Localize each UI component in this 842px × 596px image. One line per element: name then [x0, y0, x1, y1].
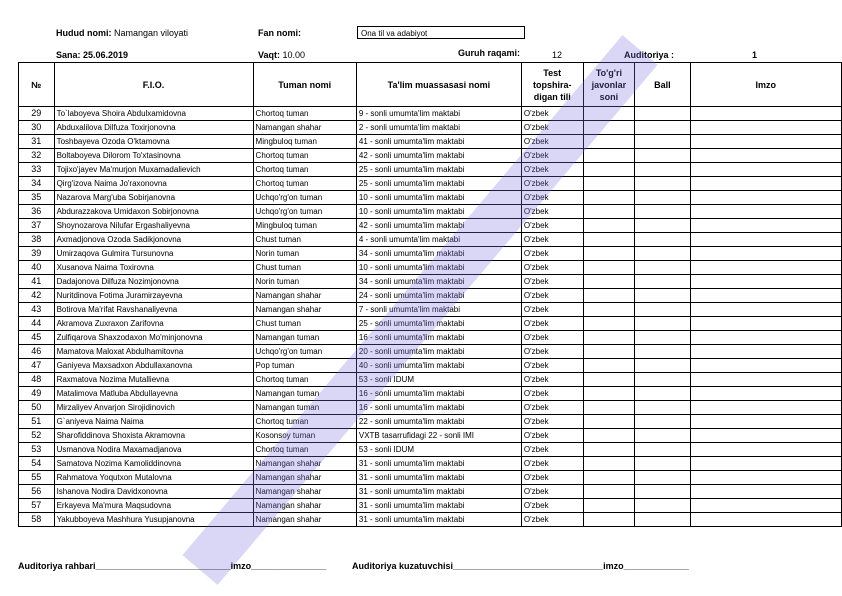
cell-score — [635, 149, 690, 163]
cell-school: 53 - sonli IDUM — [356, 443, 521, 457]
table-row — [19, 485, 842, 499]
cell-school: 2 - sonli umumta'lim maktabi — [356, 121, 521, 135]
cell-signature — [690, 415, 841, 429]
cell-language: O'zbek — [521, 219, 583, 233]
cell-num: 39 — [19, 247, 55, 261]
cell-district: Uchqo'rg'on tuman — [253, 191, 356, 205]
cell-language: O'zbek — [521, 107, 583, 121]
subject-value-box: Ona til va adabiyot — [357, 26, 525, 39]
cell-num: 56 — [19, 485, 55, 499]
cell-num: 30 — [19, 121, 55, 135]
cell-num: 50 — [19, 401, 55, 415]
col-num: № — [19, 63, 55, 107]
cell-school: 7 - sonli umumta'lim maktabi — [356, 303, 521, 317]
cell-score — [635, 261, 690, 275]
cell-answered — [583, 219, 635, 233]
cell-fio: Rahmatova Yoqutxon Mutalovna — [54, 471, 253, 485]
cell-fio: Sharofiddinova Shoxista Akramovna — [54, 429, 253, 443]
cell-answered — [583, 471, 635, 485]
cell-num: 46 — [19, 345, 55, 359]
table-row — [19, 261, 842, 275]
cell-district: Norin tuman — [253, 275, 356, 289]
table-row — [19, 331, 842, 345]
cell-score — [635, 331, 690, 345]
cell-fio: Umirzaqova Gulmira Tursunovna — [54, 247, 253, 261]
cell-fio: Qirg'izova Naima Jo'raxonovna — [54, 177, 253, 191]
auditorium-head-signature: Auditoriya rahbari___________________________imzo_______________ — [18, 561, 327, 571]
cell-language: O'zbek — [521, 387, 583, 401]
cell-school: 53 - sonli IDUM — [356, 373, 521, 387]
cell-answered — [583, 485, 635, 499]
cell-signature — [690, 457, 841, 471]
cell-num: 52 — [19, 429, 55, 443]
cell-score — [635, 121, 690, 135]
cell-score — [635, 317, 690, 331]
cell-score — [635, 429, 690, 443]
region-label: Hudud nomi: — [56, 28, 112, 38]
cell-district: Chortoq tuman — [253, 163, 356, 177]
cell-school: 34 - sonli umumta'lim maktabi — [356, 247, 521, 261]
cell-fio: Ganiyeva Maxsadxon Abdullaxanovna — [54, 359, 253, 373]
cell-fio: Mirzaliyev Anvarjon Sirojidinovich — [54, 401, 253, 415]
table-row — [19, 107, 842, 121]
cell-fio: Mamatova Maloxat Abdulhamitovna — [54, 345, 253, 359]
cell-school: 42 - sonli umumta'lim maktabi — [356, 219, 521, 233]
cell-signature — [690, 163, 841, 177]
cell-fio: Shoynozarova Nilufar Ergashaliyevna — [54, 219, 253, 233]
cell-language: O'zbek — [521, 289, 583, 303]
cell-signature — [690, 275, 841, 289]
col-language: Test topshira-digan tili — [521, 63, 583, 107]
cell-signature — [690, 107, 841, 121]
cell-answered — [583, 191, 635, 205]
cell-answered — [583, 443, 635, 457]
cell-num: 49 — [19, 387, 55, 401]
cell-num: 35 — [19, 191, 55, 205]
participants-table — [18, 62, 842, 527]
table-row — [19, 359, 842, 373]
cell-fio: Botirova Ma'rifat Ravshanaliyevna — [54, 303, 253, 317]
cell-language: O'zbek — [521, 513, 583, 527]
table-row — [19, 429, 842, 443]
table-row — [19, 121, 842, 135]
cell-district: Chortoq tuman — [253, 443, 356, 457]
cell-score — [635, 443, 690, 457]
cell-score — [635, 219, 690, 233]
cell-school: 31 - sonli umumta'lim maktabi — [356, 471, 521, 485]
cell-answered — [583, 275, 635, 289]
cell-language: O'zbek — [521, 499, 583, 513]
cell-school: 40 - sonli umumta'lim maktabi — [356, 359, 521, 373]
cell-fio: Axmadjonova Ozoda Sadikjonovna — [54, 233, 253, 247]
cell-signature — [690, 289, 841, 303]
cell-score — [635, 233, 690, 247]
cell-score — [635, 135, 690, 149]
table-row — [19, 205, 842, 219]
time-field — [258, 50, 305, 60]
cell-school: 22 - sonli umumta'lim maktabi — [356, 415, 521, 429]
cell-district: Mingbuloq tuman — [253, 219, 356, 233]
cell-language: O'zbek — [521, 317, 583, 331]
region-value: Namangan viloyati — [114, 28, 189, 38]
cell-score — [635, 471, 690, 485]
cell-school: 42 - sonli umumta'lim maktabi — [356, 149, 521, 163]
cell-score — [635, 359, 690, 373]
cell-fio: Toshbayeva Ozoda O'ktamovna — [54, 135, 253, 149]
cell-answered — [583, 261, 635, 275]
table-row — [19, 163, 842, 177]
cell-school: 10 - sonli umumta'lim maktabi — [356, 205, 521, 219]
cell-language: O'zbek — [521, 149, 583, 163]
cell-language: O'zbek — [521, 233, 583, 247]
col-fio: F.I.O. — [54, 63, 253, 107]
cell-district: Chortoq tuman — [253, 373, 356, 387]
cell-answered — [583, 387, 635, 401]
cell-fio: G`aniyeva Naima Naima — [54, 415, 253, 429]
cell-district: Chortoq tuman — [253, 177, 356, 191]
cell-signature — [690, 443, 841, 457]
cell-score — [635, 303, 690, 317]
cell-score — [635, 163, 690, 177]
room-label: Auditoriya : — [624, 50, 675, 60]
cell-answered — [583, 135, 635, 149]
cell-fio: Nuritdinova Fotima Juramirzayevna — [54, 289, 253, 303]
table-header-row — [19, 63, 842, 107]
cell-language: O'zbek — [521, 359, 583, 373]
cell-answered — [583, 289, 635, 303]
cell-language: O'zbek — [521, 331, 583, 345]
table-row — [19, 415, 842, 429]
cell-num: 37 — [19, 219, 55, 233]
cell-signature — [690, 121, 841, 135]
cell-answered — [583, 303, 635, 317]
cell-num: 43 — [19, 303, 55, 317]
table-row — [19, 177, 842, 191]
cell-language: O'zbek — [521, 177, 583, 191]
table-row — [19, 289, 842, 303]
cell-language: O'zbek — [521, 373, 583, 387]
cell-district: Chust tuman — [253, 233, 356, 247]
cell-district: Namangan tuman — [253, 387, 356, 401]
cell-score — [635, 513, 690, 527]
cell-signature — [690, 513, 841, 527]
table-row — [19, 457, 842, 471]
cell-school: 25 - sonli umumta'lim maktabi — [356, 177, 521, 191]
cell-signature — [690, 233, 841, 247]
cell-num: 34 — [19, 177, 55, 191]
cell-district: Namangan shahar — [253, 499, 356, 513]
cell-language: O'zbek — [521, 205, 583, 219]
table-row — [19, 443, 842, 457]
cell-signature — [690, 191, 841, 205]
cell-district: Chortoq tuman — [253, 149, 356, 163]
col-school: Ta'lim muassasasi nomi — [356, 63, 521, 107]
cell-fio: Abdurazzakova Umidaxon Sobirjonovna — [54, 205, 253, 219]
cell-school: 16 - sonli umumta'lim maktabi — [356, 331, 521, 345]
date-label: Sana: 25.06.2019 — [56, 50, 129, 60]
col-answered: To'g'ri javonlar soni — [583, 63, 635, 107]
cell-signature — [690, 149, 841, 163]
cell-district: Pop tuman — [253, 359, 356, 373]
cell-answered — [583, 163, 635, 177]
cell-score — [635, 345, 690, 359]
cell-language: O'zbek — [521, 471, 583, 485]
table-row — [19, 471, 842, 485]
cell-district: Uchqo'rg'on tuman — [253, 345, 356, 359]
cell-score — [635, 289, 690, 303]
cell-answered — [583, 457, 635, 471]
cell-fio: Ishanova Nodira Davidxonovna — [54, 485, 253, 499]
cell-language: O'zbek — [521, 401, 583, 415]
cell-num: 29 — [19, 107, 55, 121]
cell-fio: To`laboyeva Shoira Abdulxamidovna — [54, 107, 253, 121]
cell-district: Namangan tuman — [253, 331, 356, 345]
cell-num: 48 — [19, 373, 55, 387]
cell-score — [635, 247, 690, 261]
cell-signature — [690, 177, 841, 191]
cell-score — [635, 191, 690, 205]
subject-label: Fan nomi: — [258, 28, 301, 38]
group-value: 12 — [552, 50, 563, 60]
cell-language: O'zbek — [521, 121, 583, 135]
table-row — [19, 387, 842, 401]
cell-fio: Nazarova Marg'uba Sobirjanovna — [54, 191, 253, 205]
cell-answered — [583, 177, 635, 191]
cell-score — [635, 401, 690, 415]
cell-district: Norin tuman — [253, 247, 356, 261]
cell-district: Namangan shahar — [253, 471, 356, 485]
cell-fio: Zulfiqarova Shaxzodaxon Mo'minjonovna — [54, 331, 253, 345]
cell-signature — [690, 499, 841, 513]
room-value: 1 — [752, 50, 758, 60]
cell-district: Kosonsoy tuman — [253, 429, 356, 443]
cell-signature — [690, 247, 841, 261]
cell-answered — [583, 233, 635, 247]
table-row — [19, 499, 842, 513]
cell-num: 55 — [19, 471, 55, 485]
auditorium-observer-signature: Auditoriya kuzatuvchisi______________________________imzo_____________ — [352, 561, 689, 571]
cell-answered — [583, 121, 635, 135]
cell-school: 31 - sonli umumta'lim maktabi — [356, 485, 521, 499]
cell-school: 31 - sonli umumta'lim maktabi — [356, 457, 521, 471]
cell-score — [635, 275, 690, 289]
cell-num: 51 — [19, 415, 55, 429]
col-score: Ball — [635, 63, 690, 107]
cell-fio: Boltaboyeva Dilorom To'xtasinovna — [54, 149, 253, 163]
cell-score — [635, 177, 690, 191]
cell-district: Namangan shahar — [253, 457, 356, 471]
time-value: 10.00 — [282, 50, 306, 60]
cell-school: 25 - sonli umumta'lim maktabi — [356, 317, 521, 331]
cell-signature — [690, 303, 841, 317]
cell-signature — [690, 471, 841, 485]
cell-language: O'zbek — [521, 303, 583, 317]
cell-district: Namangan shahar — [253, 121, 356, 135]
col-signature: Imzo — [690, 63, 841, 107]
cell-school: 41 - sonli umumta'lim maktabi — [356, 135, 521, 149]
cell-score — [635, 499, 690, 513]
cell-school: 10 - sonli umumta'lim maktabi — [356, 191, 521, 205]
cell-score — [635, 205, 690, 219]
cell-language: O'zbek — [521, 275, 583, 289]
cell-school: 24 - sonli umumta'lim maktabi — [356, 289, 521, 303]
cell-signature — [690, 205, 841, 219]
cell-language: O'zbek — [521, 443, 583, 457]
cell-fio: Matalimova Matluba Abdullayevna — [54, 387, 253, 401]
cell-district: Namangan shahar — [253, 513, 356, 527]
cell-school: 16 - sonli umumta'lim maktabi — [356, 387, 521, 401]
cell-signature — [690, 219, 841, 233]
cell-district: Mingbuloq tuman — [253, 135, 356, 149]
cell-language: O'zbek — [521, 163, 583, 177]
cell-school: 31 - sonli umumta'lim maktabi — [356, 499, 521, 513]
cell-school: 31 - sonli umumta'lim maktabi — [356, 513, 521, 527]
table-row — [19, 247, 842, 261]
table-row — [19, 219, 842, 233]
table-row — [19, 513, 842, 527]
cell-language: O'zbek — [521, 247, 583, 261]
table-row — [19, 303, 842, 317]
table-row — [19, 345, 842, 359]
cell-score — [635, 373, 690, 387]
cell-score — [635, 107, 690, 121]
table-row — [19, 373, 842, 387]
cell-language: O'zbek — [521, 191, 583, 205]
cell-fio: Usmanova Nodira Maxamadjanova — [54, 443, 253, 457]
cell-num: 31 — [19, 135, 55, 149]
cell-language: O'zbek — [521, 485, 583, 499]
region-field — [56, 28, 188, 38]
cell-num: 42 — [19, 289, 55, 303]
cell-district: Namangan shahar — [253, 303, 356, 317]
table-row — [19, 317, 842, 331]
cell-num: 32 — [19, 149, 55, 163]
cell-fio: Erkayeva Ma'mura Maqsudovna — [54, 499, 253, 513]
cell-num: 41 — [19, 275, 55, 289]
cell-signature — [690, 373, 841, 387]
cell-language: O'zbek — [521, 261, 583, 275]
cell-answered — [583, 499, 635, 513]
cell-num: 54 — [19, 457, 55, 471]
cell-answered — [583, 149, 635, 163]
table-row — [19, 135, 842, 149]
cell-answered — [583, 331, 635, 345]
cell-language: O'zbek — [521, 415, 583, 429]
cell-fio: Akramova Zuxraxon Zarifovna — [54, 317, 253, 331]
cell-fio: Raxmatova Nozima Mutallievna — [54, 373, 253, 387]
cell-fio: Yakubboyeva Mashhura Yusupjanovna — [54, 513, 253, 527]
time-label: Vaqt: — [258, 50, 281, 60]
table-row — [19, 275, 842, 289]
cell-num: 53 — [19, 443, 55, 457]
cell-district: Namangan shahar — [253, 289, 356, 303]
cell-school: 9 - sonli umumta'lim maktabi — [356, 107, 521, 121]
cell-school: 25 - sonli umumta'lim maktabi — [356, 163, 521, 177]
cell-district: Chortoq tuman — [253, 415, 356, 429]
cell-score — [635, 485, 690, 499]
cell-num: 57 — [19, 499, 55, 513]
cell-fio: Xusanova Naima Toxirovna — [54, 261, 253, 275]
cell-signature — [690, 387, 841, 401]
cell-fio: Tojixo'jayev Ma'murjon Muxamadalievich — [54, 163, 253, 177]
cell-signature — [690, 401, 841, 415]
cell-num: 36 — [19, 205, 55, 219]
table-row — [19, 401, 842, 415]
cell-signature — [690, 429, 841, 443]
cell-signature — [690, 317, 841, 331]
cell-district: Chust tuman — [253, 317, 356, 331]
cell-answered — [583, 107, 635, 121]
cell-answered — [583, 205, 635, 219]
cell-answered — [583, 373, 635, 387]
cell-answered — [583, 345, 635, 359]
cell-signature — [690, 485, 841, 499]
table-row — [19, 191, 842, 205]
cell-answered — [583, 247, 635, 261]
cell-school: VXTB tasarrufidagi 22 - sonli IMI — [356, 429, 521, 443]
cell-school: 4 - sonli umumta'lim maktabi — [356, 233, 521, 247]
cell-num: 40 — [19, 261, 55, 275]
cell-language: O'zbek — [521, 345, 583, 359]
cell-num: 45 — [19, 331, 55, 345]
cell-district: Namangan shahar — [253, 485, 356, 499]
cell-school: 34 - sonli umumta'lim maktabi — [356, 275, 521, 289]
cell-district: Chust tuman — [253, 261, 356, 275]
cell-num: 58 — [19, 513, 55, 527]
cell-school: 20 - sonli umumta'lim maktabi — [356, 345, 521, 359]
cell-answered — [583, 513, 635, 527]
cell-answered — [583, 401, 635, 415]
cell-num: 47 — [19, 359, 55, 373]
table-row — [19, 149, 842, 163]
table-row — [19, 233, 842, 247]
cell-answered — [583, 317, 635, 331]
cell-signature — [690, 331, 841, 345]
cell-district: Namangan tuman — [253, 401, 356, 415]
cell-score — [635, 387, 690, 401]
cell-district: Chortoq tuman — [253, 107, 356, 121]
cell-answered — [583, 429, 635, 443]
cell-answered — [583, 415, 635, 429]
cell-score — [635, 457, 690, 471]
cell-language: O'zbek — [521, 135, 583, 149]
cell-signature — [690, 359, 841, 373]
cell-district: Uchqo'rg'on tuman — [253, 205, 356, 219]
cell-school: 10 - sonli umumta'lim maktabi — [356, 261, 521, 275]
cell-signature — [690, 135, 841, 149]
group-label: Guruh raqami: — [458, 48, 521, 58]
cell-score — [635, 415, 690, 429]
cell-fio: Dadajonova Dilfuza Nozimjonovna — [54, 275, 253, 289]
cell-signature — [690, 345, 841, 359]
cell-answered — [583, 359, 635, 373]
cell-fio: Samatova Nozima Kamoliddinovna — [54, 457, 253, 471]
cell-fio: Abduxalilova Dilfuza Toxirjonovna — [54, 121, 253, 135]
cell-school: 16 - sonli umumta'lim maktabi — [356, 401, 521, 415]
cell-language: O'zbek — [521, 429, 583, 443]
cell-language: O'zbek — [521, 457, 583, 471]
cell-num: 38 — [19, 233, 55, 247]
col-district: Tuman nomi — [253, 63, 356, 107]
cell-num: 44 — [19, 317, 55, 331]
cell-signature — [690, 261, 841, 275]
cell-num: 33 — [19, 163, 55, 177]
